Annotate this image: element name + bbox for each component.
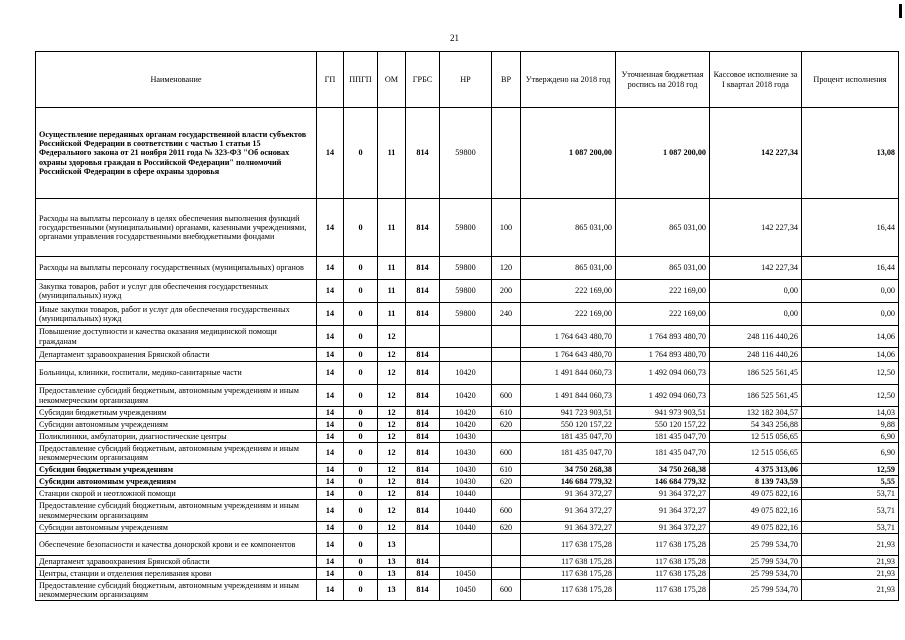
- row-om: 12: [378, 476, 406, 488]
- row-ppgp: 0: [344, 488, 378, 500]
- header-nr: НР: [440, 52, 492, 108]
- row-gp: 14: [317, 431, 344, 443]
- row-cash: 49 075 822,16: [710, 522, 802, 534]
- row-name: Расходы на выплаты персоналу в целях обеспечения выполнения функций государственными (муниципальными) органами, казенными учреждениями, органами управления государственными внебюджетными фондами: [36, 199, 317, 257]
- row-gp: 14: [317, 257, 344, 280]
- row-approved: 117 638 175,28: [521, 580, 616, 601]
- row-grbs: 814: [406, 419, 440, 431]
- row-om: 12: [378, 362, 406, 385]
- table-row: [36, 326, 899, 348]
- row-name: Расходы на выплаты персоналу государственных (муниципальных) органов: [36, 257, 317, 280]
- row-nr: 10420: [440, 419, 492, 431]
- row-om: 11: [378, 303, 406, 326]
- row-gp: 14: [317, 556, 344, 568]
- row-name: Субсидии автономным учреждениям: [36, 419, 317, 431]
- table-row: [36, 500, 899, 522]
- row-grbs: 814: [406, 500, 440, 522]
- row-grbs: 814: [406, 431, 440, 443]
- row-vr: 200: [492, 280, 521, 303]
- row-gp: 14: [317, 476, 344, 488]
- row-approved: 865 031,00: [521, 257, 616, 280]
- row-gp: 14: [317, 385, 344, 407]
- row-vr: 100: [492, 199, 521, 257]
- row-percent: 0,00: [802, 280, 899, 303]
- row-nr: 10450: [440, 580, 492, 601]
- header-approved: Утверждено на 2018 год: [521, 52, 616, 108]
- row-revised: 1 087 200,00: [616, 108, 710, 199]
- budget-execution-table: [35, 51, 899, 601]
- row-grbs: 814: [406, 348, 440, 362]
- row-om: 11: [378, 257, 406, 280]
- row-percent: 16,44: [802, 257, 899, 280]
- header-ppgp: ППГП: [344, 52, 378, 108]
- row-grbs: 814: [406, 488, 440, 500]
- row-om: 12: [378, 500, 406, 522]
- row-gp: 14: [317, 108, 344, 199]
- row-approved: 146 684 779,32: [521, 476, 616, 488]
- row-grbs: 814: [406, 464, 440, 476]
- row-gp: 14: [317, 580, 344, 601]
- row-percent: 13,08: [802, 108, 899, 199]
- row-percent: 9,88: [802, 419, 899, 431]
- table-row: [36, 580, 899, 601]
- row-cash: 248 116 440,26: [710, 326, 802, 348]
- header-revised: Уточненная бюджетная роспись на 2018 год: [616, 52, 710, 108]
- row-approved: 941 723 903,51: [521, 407, 616, 419]
- row-revised: 1 492 094 060,73: [616, 385, 710, 407]
- row-ppgp: 0: [344, 500, 378, 522]
- row-cash: 248 116 440,26: [710, 348, 802, 362]
- table-row: [36, 362, 899, 385]
- row-nr: 59800: [440, 257, 492, 280]
- row-cash: 54 343 256,88: [710, 419, 802, 431]
- row-percent: 16,44: [802, 199, 899, 257]
- row-om: 12: [378, 431, 406, 443]
- row-revised: 91 364 372,27: [616, 500, 710, 522]
- row-vr: 600: [492, 500, 521, 522]
- row-revised: 1 764 893 480,70: [616, 326, 710, 348]
- row-percent: 14,06: [802, 326, 899, 348]
- row-revised: 146 684 779,32: [616, 476, 710, 488]
- row-cash: 0,00: [710, 303, 802, 326]
- row-revised: 117 638 175,28: [616, 534, 710, 556]
- row-nr: [440, 326, 492, 348]
- row-grbs: 814: [406, 108, 440, 199]
- row-vr: 600: [492, 443, 521, 464]
- row-ppgp: 0: [344, 385, 378, 407]
- row-revised: 91 364 372,27: [616, 488, 710, 500]
- row-name: Осуществление переданных органам государственной власти субъектов Российской Федерации в соответствии с частью 1 статьи 15 Федерального закона от 21 ноября 2011 года № 323-ФЗ "Об основах охраны здоровья граждан в Российской Федерации" полномочий Российской Федерации в сфере охраны здоровья: [36, 108, 317, 199]
- row-nr: 10440: [440, 488, 492, 500]
- row-approved: 1 491 844 060,73: [521, 362, 616, 385]
- row-nr: 10430: [440, 476, 492, 488]
- row-revised: 865 031,00: [616, 199, 710, 257]
- row-name: Повышение доступности и качества оказания медицинской помощи гражданам: [36, 326, 317, 348]
- row-om: 12: [378, 464, 406, 476]
- row-approved: 1 087 200,00: [521, 108, 616, 199]
- row-cash: 186 525 561,45: [710, 385, 802, 407]
- row-ppgp: 0: [344, 580, 378, 601]
- row-approved: 181 435 047,70: [521, 443, 616, 464]
- table-row: [36, 108, 899, 199]
- row-nr: 10420: [440, 385, 492, 407]
- table-row: [36, 431, 899, 443]
- row-vr: [492, 488, 521, 500]
- row-vr: [492, 431, 521, 443]
- row-nr: 10430: [440, 464, 492, 476]
- row-percent: 12,50: [802, 362, 899, 385]
- row-name: Поликлиники, амбулатории, диагностические центры: [36, 431, 317, 443]
- row-name: Субсидии автономным учреждениям: [36, 476, 317, 488]
- row-revised: 181 435 047,70: [616, 443, 710, 464]
- row-cash: 0,00: [710, 280, 802, 303]
- row-vr: [492, 534, 521, 556]
- row-approved: 91 364 372,27: [521, 488, 616, 500]
- row-gp: 14: [317, 199, 344, 257]
- row-cash: 142 227,34: [710, 108, 802, 199]
- row-revised: 865 031,00: [616, 257, 710, 280]
- row-approved: 222 169,00: [521, 280, 616, 303]
- header-name: Наименование: [36, 52, 317, 108]
- table-row: [36, 476, 899, 488]
- table-row: [36, 568, 899, 580]
- row-approved: 117 638 175,28: [521, 568, 616, 580]
- table-row: [36, 443, 899, 464]
- row-cash: 25 799 534,70: [710, 556, 802, 568]
- row-gp: 14: [317, 534, 344, 556]
- table-row: [36, 556, 899, 568]
- row-om: 13: [378, 580, 406, 601]
- row-approved: 181 435 047,70: [521, 431, 616, 443]
- row-approved: 34 750 268,38: [521, 464, 616, 476]
- header-gp: ГП: [317, 52, 344, 108]
- row-grbs: [406, 534, 440, 556]
- row-ppgp: 0: [344, 419, 378, 431]
- row-vr: 120: [492, 257, 521, 280]
- row-grbs: 814: [406, 303, 440, 326]
- row-nr: [440, 348, 492, 362]
- row-nr: 10430: [440, 431, 492, 443]
- row-ppgp: 0: [344, 534, 378, 556]
- row-nr: 10420: [440, 362, 492, 385]
- row-revised: 117 638 175,28: [616, 580, 710, 601]
- row-percent: 53,71: [802, 522, 899, 534]
- row-om: 13: [378, 534, 406, 556]
- row-gp: 14: [317, 488, 344, 500]
- row-grbs: 814: [406, 257, 440, 280]
- row-name: Предоставление субсидий бюджетным, автономным учреждениям и иным некоммерческим организациям: [36, 500, 317, 522]
- row-cash: 8 139 743,59: [710, 476, 802, 488]
- row-revised: 34 750 268,38: [616, 464, 710, 476]
- table-row: [36, 407, 899, 419]
- row-om: 13: [378, 568, 406, 580]
- row-name: Закупка товаров, работ и услуг для обеспечения государственных (муниципальных) нужд: [36, 280, 317, 303]
- row-om: 12: [378, 326, 406, 348]
- row-om: 12: [378, 407, 406, 419]
- row-approved: 222 169,00: [521, 303, 616, 326]
- row-name: Предоставление субсидий бюджетным, автономным учреждениям и иным некоммерческим организациям: [36, 385, 317, 407]
- row-gp: 14: [317, 568, 344, 580]
- row-percent: 21,93: [802, 580, 899, 601]
- row-gp: 14: [317, 303, 344, 326]
- table-row: [36, 488, 899, 500]
- row-cash: 25 799 534,70: [710, 534, 802, 556]
- row-approved: 91 364 372,27: [521, 522, 616, 534]
- row-nr: 59800: [440, 303, 492, 326]
- row-vr: 610: [492, 407, 521, 419]
- table-row: [36, 280, 899, 303]
- row-ppgp: 0: [344, 556, 378, 568]
- header-om: ОМ: [378, 52, 406, 108]
- header-grbs: ГРБС: [406, 52, 440, 108]
- row-approved: 865 031,00: [521, 199, 616, 257]
- row-cash: 142 227,34: [710, 257, 802, 280]
- row-gp: 14: [317, 500, 344, 522]
- row-cash: 49 075 822,16: [710, 500, 802, 522]
- row-nr: 59800: [440, 108, 492, 199]
- row-vr: 240: [492, 303, 521, 326]
- row-cash: 132 182 304,57: [710, 407, 802, 419]
- row-nr: 10420: [440, 407, 492, 419]
- row-grbs: 814: [406, 280, 440, 303]
- table-row: [36, 385, 899, 407]
- row-gp: 14: [317, 407, 344, 419]
- row-vr: [492, 326, 521, 348]
- page-number: 21: [450, 33, 459, 43]
- row-revised: 181 435 047,70: [616, 431, 710, 443]
- row-gp: 14: [317, 326, 344, 348]
- row-gp: 14: [317, 522, 344, 534]
- row-revised: 1 764 893 480,70: [616, 348, 710, 362]
- row-grbs: 814: [406, 362, 440, 385]
- row-cash: 142 227,34: [710, 199, 802, 257]
- row-grbs: 814: [406, 385, 440, 407]
- row-om: 12: [378, 419, 406, 431]
- row-nr: 59800: [440, 280, 492, 303]
- row-approved: 117 638 175,28: [521, 534, 616, 556]
- table-row: [36, 419, 899, 431]
- header-vr: ВР: [492, 52, 521, 108]
- table-row: [36, 199, 899, 257]
- row-name: Центры, станции и отделения переливания крови: [36, 568, 317, 580]
- row-ppgp: 0: [344, 443, 378, 464]
- row-ppgp: 0: [344, 326, 378, 348]
- row-om: 12: [378, 522, 406, 534]
- row-percent: 5,55: [802, 476, 899, 488]
- row-grbs: 814: [406, 476, 440, 488]
- table-row: [36, 257, 899, 280]
- row-nr: 59800: [440, 199, 492, 257]
- table-header-row: [36, 52, 899, 108]
- row-name: Больницы, клиники, госпитали, медико-санитарные части: [36, 362, 317, 385]
- row-ppgp: 0: [344, 348, 378, 362]
- table-row: [36, 534, 899, 556]
- row-nr: [440, 534, 492, 556]
- row-vr: 600: [492, 580, 521, 601]
- row-om: 12: [378, 443, 406, 464]
- page-edge-mark: [899, 4, 902, 18]
- header-cash: Кассовое исполнение за I квартал 2018 года: [710, 52, 802, 108]
- table-row: [36, 303, 899, 326]
- row-vr: [492, 348, 521, 362]
- row-name: Субсидии бюджетным учреждениям: [36, 407, 317, 419]
- row-grbs: 814: [406, 522, 440, 534]
- row-percent: 21,93: [802, 556, 899, 568]
- row-om: 12: [378, 348, 406, 362]
- row-ppgp: 0: [344, 362, 378, 385]
- row-vr: 620: [492, 476, 521, 488]
- row-ppgp: 0: [344, 280, 378, 303]
- row-approved: 117 638 175,28: [521, 556, 616, 568]
- row-approved: 1 764 643 480,70: [521, 326, 616, 348]
- row-name: Обеспечение безопасности и качества донорской крови и ее компонентов: [36, 534, 317, 556]
- row-cash: 186 525 561,45: [710, 362, 802, 385]
- row-percent: 12,50: [802, 385, 899, 407]
- row-nr: [440, 556, 492, 568]
- row-om: 11: [378, 199, 406, 257]
- row-vr: 620: [492, 522, 521, 534]
- row-cash: 25 799 534,70: [710, 568, 802, 580]
- row-gp: 14: [317, 362, 344, 385]
- row-cash: 49 075 822,16: [710, 488, 802, 500]
- row-vr: 600: [492, 385, 521, 407]
- row-nr: 10450: [440, 568, 492, 580]
- row-revised: 1 492 094 060,73: [616, 362, 710, 385]
- row-vr: 620: [492, 419, 521, 431]
- row-revised: 222 169,00: [616, 303, 710, 326]
- row-name: Субсидии автономным учреждениям: [36, 522, 317, 534]
- row-vr: [492, 556, 521, 568]
- row-vr: 610: [492, 464, 521, 476]
- row-nr: 10430: [440, 443, 492, 464]
- row-ppgp: 0: [344, 431, 378, 443]
- row-nr: 10440: [440, 500, 492, 522]
- row-percent: 6,90: [802, 443, 899, 464]
- row-revised: 941 973 903,51: [616, 407, 710, 419]
- row-grbs: 814: [406, 568, 440, 580]
- row-ppgp: 0: [344, 522, 378, 534]
- row-name: Станции скорой и неотложной помощи: [36, 488, 317, 500]
- row-percent: 6,90: [802, 431, 899, 443]
- row-ppgp: 0: [344, 464, 378, 476]
- row-revised: 91 364 372,27: [616, 522, 710, 534]
- row-grbs: 814: [406, 580, 440, 601]
- row-name: Субсидии бюджетным учреждениям: [36, 464, 317, 476]
- row-percent: 21,93: [802, 568, 899, 580]
- row-name: Департамент здравоохранения Брянской области: [36, 556, 317, 568]
- row-percent: 12,59: [802, 464, 899, 476]
- table-row: [36, 464, 899, 476]
- table-row: [36, 522, 899, 534]
- row-cash: 12 515 056,65: [710, 443, 802, 464]
- row-vr: [492, 108, 521, 199]
- row-cash: 25 799 534,70: [710, 580, 802, 601]
- table-row: [36, 348, 899, 362]
- row-ppgp: 0: [344, 199, 378, 257]
- row-name: Департамент здравоохранения Брянской области: [36, 348, 317, 362]
- row-vr: [492, 362, 521, 385]
- row-percent: 53,71: [802, 488, 899, 500]
- row-ppgp: 0: [344, 303, 378, 326]
- row-grbs: 814: [406, 407, 440, 419]
- row-gp: 14: [317, 464, 344, 476]
- row-gp: 14: [317, 419, 344, 431]
- row-percent: 14,03: [802, 407, 899, 419]
- row-om: 11: [378, 108, 406, 199]
- row-ppgp: 0: [344, 476, 378, 488]
- row-grbs: 814: [406, 199, 440, 257]
- table-body: [36, 108, 899, 601]
- row-om: 11: [378, 280, 406, 303]
- row-revised: 117 638 175,28: [616, 568, 710, 580]
- row-cash: 4 375 313,06: [710, 464, 802, 476]
- row-approved: 1 491 844 060,73: [521, 385, 616, 407]
- row-grbs: 814: [406, 443, 440, 464]
- row-grbs: [406, 326, 440, 348]
- row-percent: 53,71: [802, 500, 899, 522]
- row-cash: 12 515 056,65: [710, 431, 802, 443]
- row-gp: 14: [317, 443, 344, 464]
- row-approved: 91 364 372,27: [521, 500, 616, 522]
- row-om: 12: [378, 385, 406, 407]
- row-approved: 550 120 157,22: [521, 419, 616, 431]
- row-ppgp: 0: [344, 108, 378, 199]
- row-percent: 21,93: [802, 534, 899, 556]
- row-percent: 0,00: [802, 303, 899, 326]
- row-nr: 10440: [440, 522, 492, 534]
- header-percent: Процент исполнения: [802, 52, 899, 108]
- row-revised: 222 169,00: [616, 280, 710, 303]
- row-name: Предоставление субсидий бюджетным, автономным учреждениям и иным некоммерческим организациям: [36, 580, 317, 601]
- row-revised: 550 120 157,22: [616, 419, 710, 431]
- row-om: 13: [378, 556, 406, 568]
- row-ppgp: 0: [344, 407, 378, 419]
- row-name: Предоставление субсидий бюджетным, автономным учреждениям и иным некоммерческим организациям: [36, 443, 317, 464]
- row-name: Иные закупки товаров, работ и услуг для обеспечения государственных (муниципальных) нужд: [36, 303, 317, 326]
- row-revised: 117 638 175,28: [616, 556, 710, 568]
- row-percent: 14,06: [802, 348, 899, 362]
- row-gp: 14: [317, 348, 344, 362]
- row-vr: [492, 568, 521, 580]
- row-om: 12: [378, 488, 406, 500]
- row-gp: 14: [317, 280, 344, 303]
- row-ppgp: 0: [344, 257, 378, 280]
- row-ppgp: 0: [344, 568, 378, 580]
- row-approved: 1 764 643 480,70: [521, 348, 616, 362]
- row-grbs: 814: [406, 556, 440, 568]
